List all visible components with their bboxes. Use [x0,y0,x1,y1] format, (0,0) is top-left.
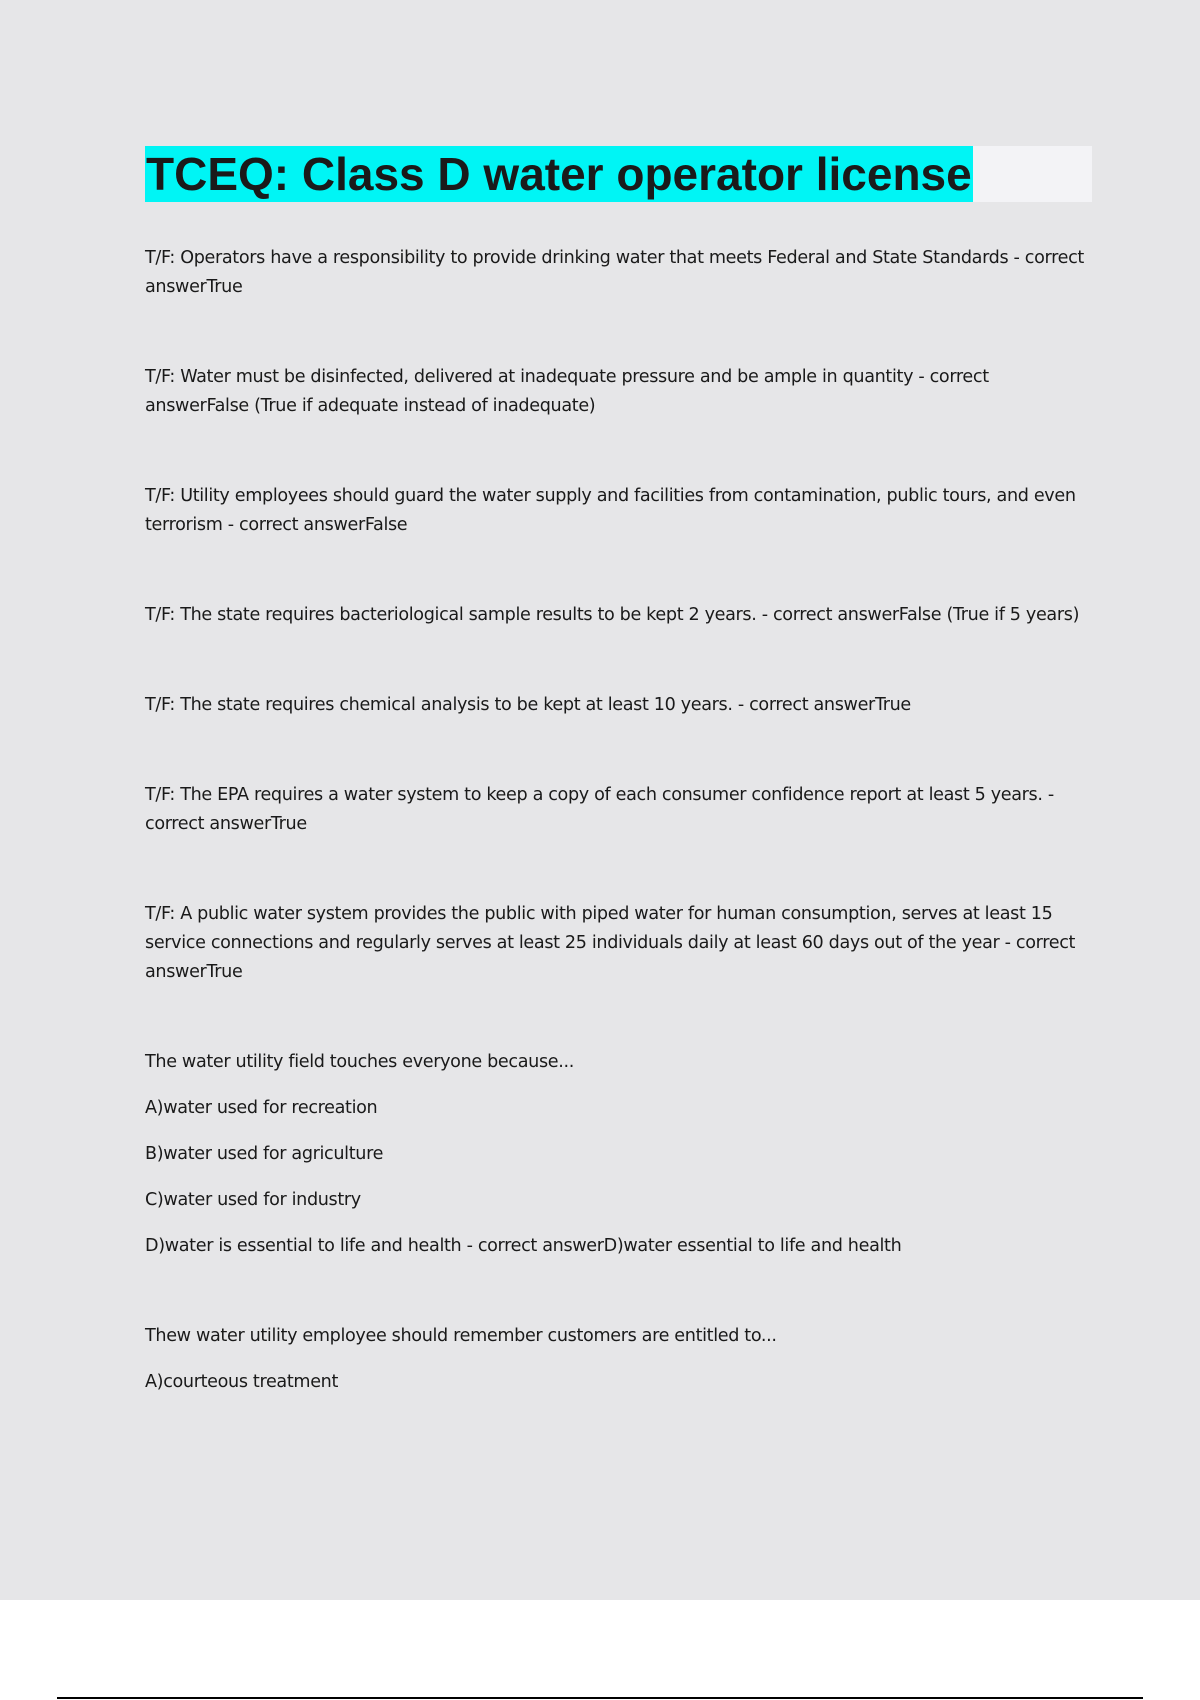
footer-divider [57,1697,1143,1699]
tf-item: T/F: The state requires chemical analysis to be kept at least 10 years. - correct answerTrue [145,695,911,715]
question-prompt: Thew water utility employee should remember customers are entitled to... [145,1326,777,1346]
answer-option: C)water used for industry [145,1190,361,1210]
document-body [145,244,1095,1397]
multiple-choice-question [145,1048,1095,1261]
tf-item: T/F: The state requires bacteriological sample results to be kept 2 years. - correct answerFalse (True if 5 years) [145,605,1080,625]
answer-option: D)water is essential to life and health - correct answerD)water essential to life and health [145,1236,902,1256]
answer-option: A)water used for recreation [145,1098,378,1118]
tf-item: T/F: Utility employees should guard the water supply and facilities from contamination, public tours, and even terrorism - correct answerFalse [145,486,1076,535]
tf-item: T/F: A public water system provides the public with piped water for human consumption, serves at least 15 service connections and regularly serves at least 25 individuals daily at least 60 days out of the year - correct answerTrue [145,904,1076,982]
tf-item: T/F: The EPA requires a water system to keep a copy of each consumer confidence report at least 5 years. - correct answerTrue [145,785,1054,834]
document-title: TCEQ: Class D water operator license [146,148,972,200]
answer-option: B)water used for agriculture [145,1144,384,1164]
answer-option: A)courteous treatment [145,1372,339,1392]
tf-item: T/F: Operators have a responsibility to provide drinking water that meets Federal and State Standards - correct answerTrue [145,248,1084,297]
tf-item: T/F: Water must be disinfected, delivered at inadequate pressure and be ample in quantity - correct answerFalse (True if adequate instead of inadequate) [145,367,989,416]
multiple-choice-question [145,1322,1095,1397]
title-bar [145,146,1092,202]
question-prompt: The water utility field touches everyone because... [145,1052,574,1072]
